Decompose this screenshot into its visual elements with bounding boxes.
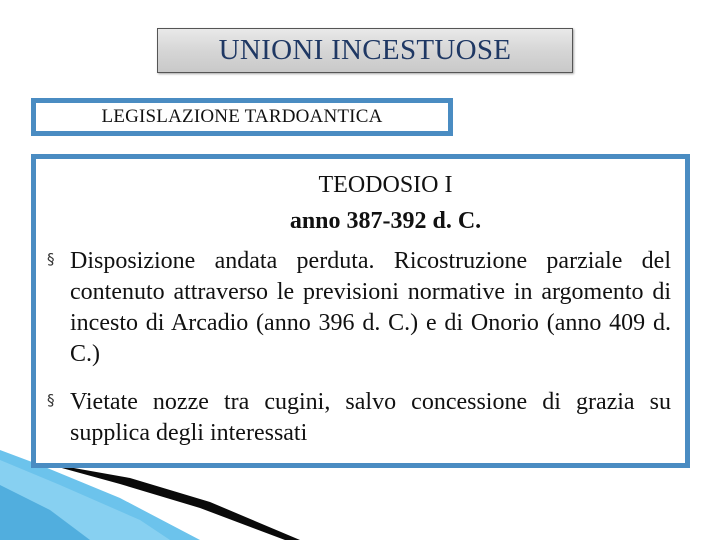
content-heading-date: anno 387-392 d. C. [289, 208, 482, 234]
bullet-list [45, 246, 671, 449]
bullet-text: Vietate nozze tra cugini, salvo concessione di grazia su supplica degli interessati [70, 389, 671, 446]
content-panel [31, 154, 690, 468]
bullet-item [45, 387, 671, 449]
section-label-box [31, 98, 453, 136]
bullet-item [45, 246, 671, 370]
content-heading-emperor: TEODOSIO I [318, 172, 453, 198]
square-bullet-icon: § [47, 391, 55, 409]
bullet-text: Disposizione andata perduta. Ricostruzione parziale del contenuto attraverso le previsioni normative in argomento di incesto di Arcadio (anno 396 d. C.) e di Onorio (anno 409 d. C.) [70, 248, 671, 367]
section-label: LEGISLAZIONE TARDOANTICA [101, 106, 383, 127]
slide-title: UNIONI INCESTUOSE [218, 34, 512, 66]
slide-title-box [157, 28, 573, 73]
square-bullet-icon: § [47, 250, 55, 268]
